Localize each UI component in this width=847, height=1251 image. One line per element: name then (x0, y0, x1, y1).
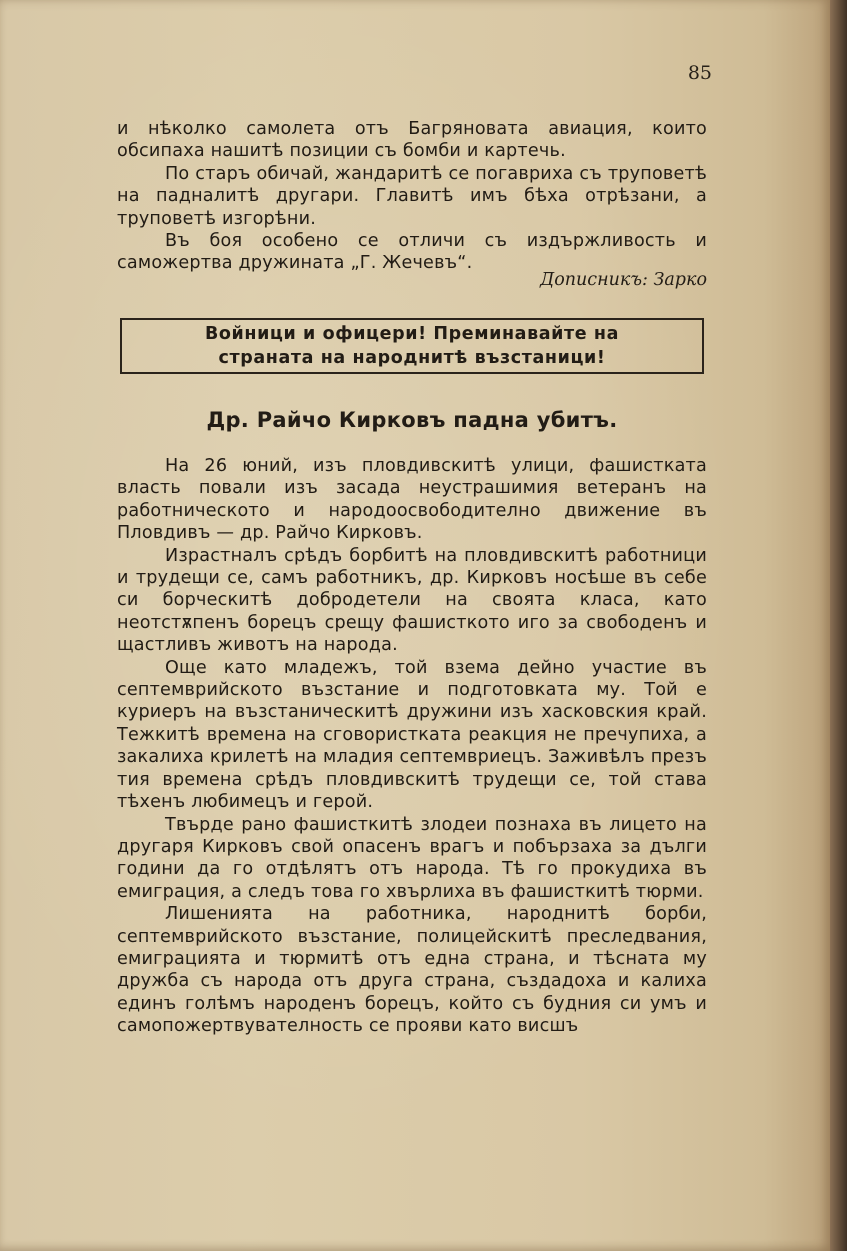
article-paragraph: Израстналъ срѣдъ борбитѣ на пловдивскитѣ работници и трудещи се, самъ работникъ, др. Кирковъ носѣше въ себе си борческитѣ добродетели на своята класа, като неотстѫпенъ борецъ срещу фашисткото иго за свободенъ и щастливъ животъ на народа. (117, 545, 707, 656)
article-body (117, 455, 707, 1038)
continuation-paragraph: Въ боя особено се отличи съ издържливость и саможертва дружината „Г. Жечевъ“. (117, 231, 707, 274)
correspondent-signature: Дописникъ: Зарко (539, 270, 707, 290)
slogan-box (120, 318, 704, 374)
article-paragraph: Лишенията на работника, народнитѣ борби, септемврийското възстание, полицейскитѣ преследвания, емиграцията и тюрмитѣ отъ една страна, и тѣсната му дружба съ народа отъ друга страна, създадоха и калиха единъ голѣмъ народенъ борецъ, който съ будния си умъ и самопожертвувателность се прояви като висшъ (117, 904, 707, 1037)
article-paragraph: Още като младежъ, той взема дейно участие въ септемврийското възстание и подготовката му. Той е куриеръ на възстаническитѣ дружини изъ хасковския край. Тежкитѣ времена на сговористката реакция не пречупиха, а закалиха крилетѣ на младия септемвриецъ. Заживѣлъ презъ тия времена срѣдъ пловдивскитѣ трудещи се, той става тѣхенъ любимецъ и герой. (117, 657, 707, 813)
page-edge (830, 0, 847, 1251)
slogan-line: страната на народнитѣ възстаници! (218, 348, 606, 368)
slogan-line: Войници и офицери! Преминавайте на (204, 324, 620, 344)
article-paragraph: Твърде рано фашисткитѣ злодеи познаха въ лицето на другаря Кирковъ свой опасенъ врагъ и побързаха за дълги години да го отдѣлятъ отъ народа. Тѣ го прокудиха въ емиграция, а следъ това го хвърлиха въ фашисткитѣ тюрми. (117, 814, 707, 902)
continuation-paragraph: По старъ обичай, жандаритѣ се погавриха съ труповетѣ на падналитѣ другари. Главитѣ имъ бѣха отрѣзани, а труповетѣ изгорѣни. (117, 163, 707, 229)
article-paragraph: На 26 юний, изъ пловдивскитѣ улици, фашистката власть повали изъ засада неустрашимия ветеранъ на работническото и народоосвободително движение въ Пловдивъ — др. Райчо Кирковъ. (117, 456, 707, 544)
continuation-text (117, 118, 707, 275)
article-title: Др. Райчо Кирковъ падна убитъ. (206, 408, 618, 432)
continuation-paragraph: и нѣколко самолета отъ Багряновата авиация, които обсипаха нашитѣ позиции съ бомби и картечь. (117, 119, 707, 162)
page-number: 85 (687, 62, 712, 84)
